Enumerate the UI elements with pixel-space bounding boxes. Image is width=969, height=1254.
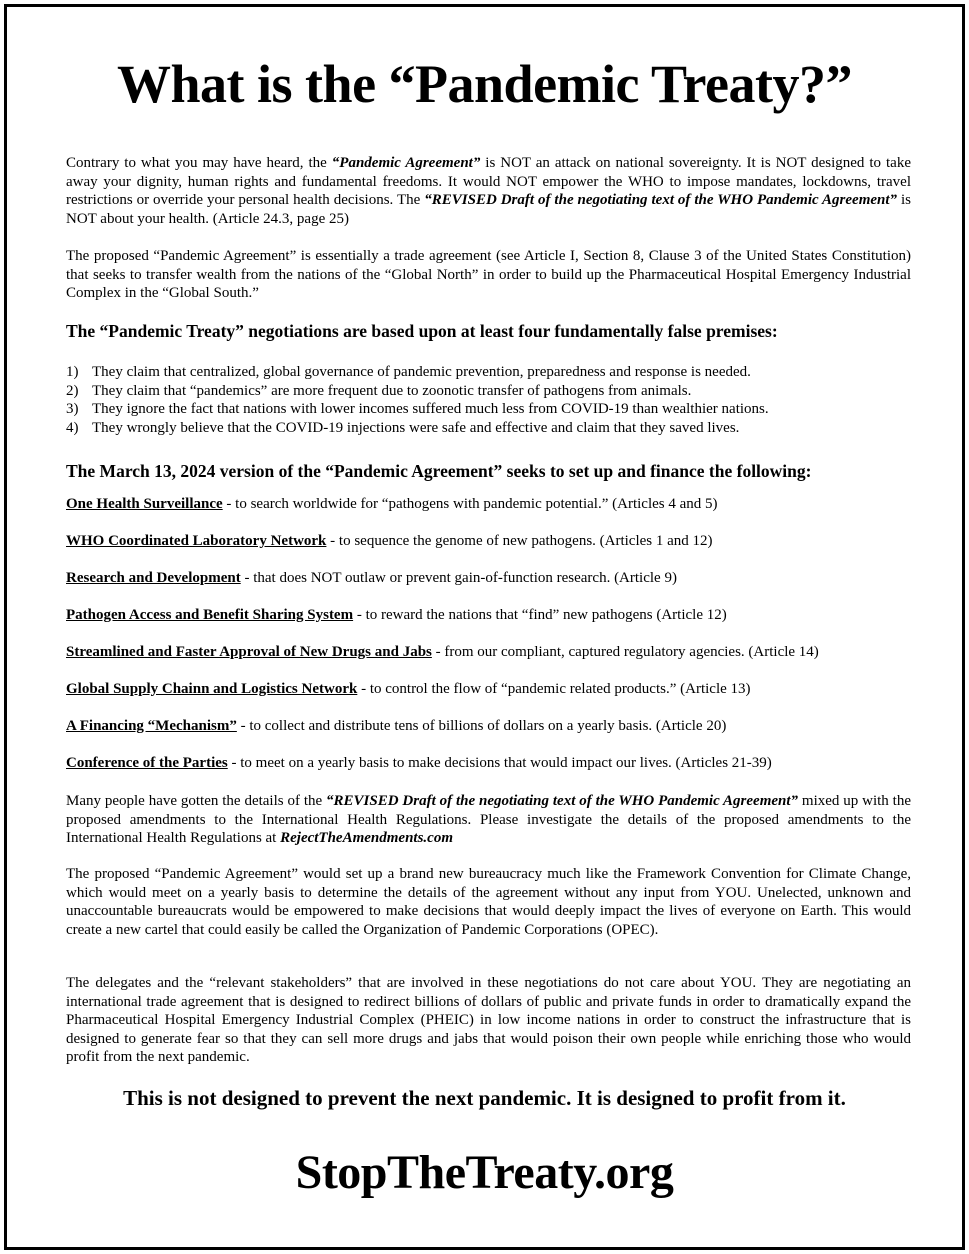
body-text: Many people have gotten the details of the [66,793,327,809]
closing-statement: This is not designed to prevent the next pandemic. It is designed to profit from it. [123,1086,846,1110]
premise-text: They wrongly believe that the COVID-19 injections were safe and effective and claim that they saved lives. [92,419,740,436]
premise-item [66,419,911,438]
premises-heading: The “Pandemic Treaty” negotiations are based upon at least four fundamentally false premises: [66,321,778,341]
agreement-item [66,606,911,624]
premise-number: 4) [66,419,79,436]
intro-text: is NOT an attack on national sovereignty. It is NOT designed to take away your dignity, human rights and fundamental freedoms. It would NOT empower the WHO to impose mandates, lockdowns, travel restrictions or override your personal health decisions. The [66,155,911,209]
premise-text: They claim that “pandemics” are more frequent due to zoonotic transfer of pathogens from animals. [92,382,692,399]
premise-item [66,400,911,419]
agreement-item-term: Pathogen Access and Benefit Sharing System [66,607,354,623]
premise-text: They claim that centralized, global governance of pandemic prevention, preparedness and response is needed. [92,364,751,380]
agreement-item-term: Global Supply Chainn and Logistics Network [66,681,358,697]
agreement-item-term: Research and Development [66,570,241,586]
agreement-item-description: - to meet on a yearly basis to make decisions that would impact our lives. (Articles 21-39) [227,755,772,771]
revised-draft-emphasis: “REVISED Draft of the negotiating text of the WHO Pandemic Agreement” [326,793,799,809]
reject-amendments-link-text: RejectTheAmendments.com [280,830,454,847]
agreement-item-term: Streamlined and Faster Approval of New Drugs and Jabs [66,644,432,660]
premise-item [66,363,911,382]
pandemic-agreement-emphasis: “Pandemic Agreement” [331,155,481,171]
revised-draft-emphasis: “REVISED Draft of the negotiating text of the WHO Pandemic Agreement” [424,192,898,209]
body-paragraph-5: The delegates and the “relevant stakeholders” that are involved in these negotiations do not care about YOU. They are negotiating an international trade agreement that is designed to redirect billions of dollars of public and private funds in order to dramatically expand the Pharmaceutical Hospital Emergency Industrial Complex (PHEIC) in low income nations in order to construct the infrastructure that is designed to generate fear so that they can sell more drugs and jabs that would poison their own people while enriching those who would profit from the next pandemic. [66,975,911,1066]
agreement-item-description: - from our compliant, captured regulatory agencies. (Article 14) [431,644,819,660]
agreement-item-term: Conference of the Parties [66,755,228,771]
premise-number: 3) [66,401,79,418]
agreement-item [66,532,911,550]
agreement-item-term: WHO Coordinated Laboratory Network [66,533,327,549]
agreement-heading: The March 13, 2024 version of the “Pandemic Agreement” seeks to set up and finance the following: [66,461,812,481]
body-text: mixed up with the proposed amendments to the International Health Regulations. Please investigate the details of the proposed amendments to the International Health Regulations at [66,793,911,847]
agreement-item [66,643,911,661]
agreement-item-description: - to control the flow of “pandemic related products.” (Article 13) [357,681,751,697]
page-title: What is the “Pandemic Treaty?” [117,54,852,114]
agreement-item-description: - to collect and distribute tens of billions of dollars on a yearly basis. (Article 20) [236,718,727,734]
agreement-item-description: - that does NOT outlaw or prevent gain-of-function research. (Article 9) [240,570,677,586]
premises-list [66,363,911,437]
intro-paragraph-1 [66,154,911,228]
body-paragraph-3 [66,792,911,848]
agreement-item-term: One Health Surveillance [66,496,223,512]
intro-text: is NOT about your health. (Article 24.3, page 25) [66,192,911,227]
agreement-item-description: - to search worldwide for “pathogens with pandemic potential.” (Articles 4 and 5) [222,496,718,512]
agreement-item-term: A Financing “Mechanism” [66,718,237,734]
agreement-item-description: - to sequence the genome of new pathogens. (Articles 1 and 12) [326,533,713,549]
agreement-list [66,495,911,772]
premise-item [66,382,911,401]
intro-paragraph-2: The proposed “Pandemic Agreement” is essentially a trade agreement (see Article I, Section 8, Clause 3 of the United States Constitution) that seeks to transfer wealth from the nations of the “Global North” in order to build up the Pharmaceutical Hospital Emergency Industrial Complex in the “Global South.” [66,248,911,302]
flyer-page [4,4,965,1250]
premise-text: They ignore the fact that nations with lower incomes suffered much less from COVID-19 than wealthier nations. [92,401,769,418]
agreement-item [66,569,911,587]
premise-number: 1) [66,364,79,380]
agreement-item [66,680,911,698]
agreement-item [66,717,911,735]
agreement-item [66,495,911,513]
agreement-item [66,754,911,772]
body-paragraph-4: The proposed “Pandemic Agreement” would set up a brand new bureaucracy much like the Framework Convention for Climate Change, which would meet on a yearly basis to determine the details of the agreement without any input from YOU. Unelected, unknown and unaccountable bureaucrats would be empowered to make decisions that would deeply impact the lives of everyone on Earth. This would create a new cartel that could easily be called the Organization of Pandemic Corporations (OPEC). [66,866,911,938]
agreement-item-description: - to reward the nations that “find” new pathogens (Article 12) [353,607,727,623]
premise-number: 2) [66,382,79,399]
footer-website: StopTheTreaty.org [295,1146,674,1199]
intro-text: Contrary to what you may have heard, the [66,155,332,171]
